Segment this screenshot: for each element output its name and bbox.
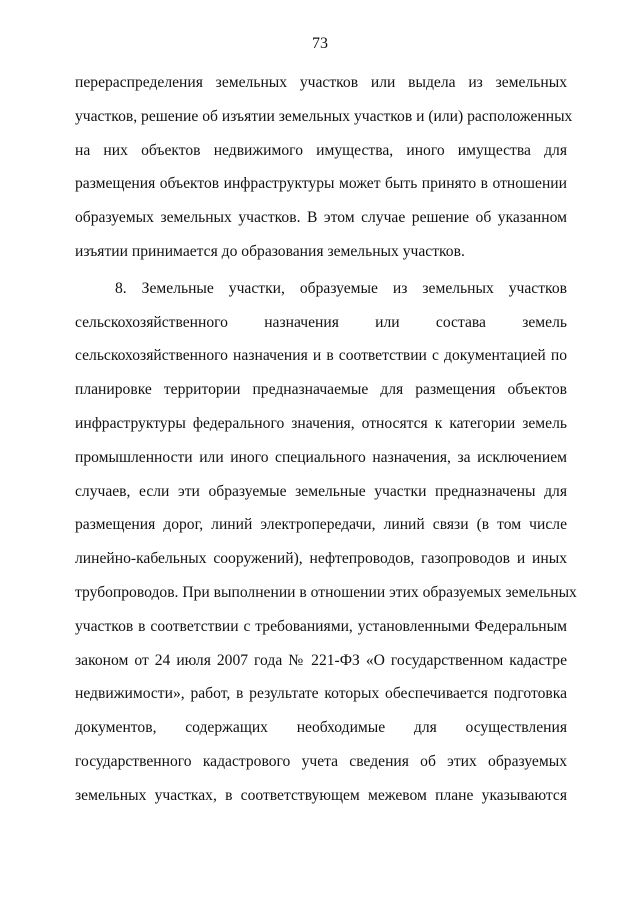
text-line: участков в соответствии с требованиями, установленными Федеральным xyxy=(75,617,567,635)
text-line: недвижимости», работ, в результате которых обеспечивается подготовка xyxy=(75,685,567,703)
text-line: изъятии принимается до образования земельных участков. xyxy=(75,242,465,260)
text-line: инфраструктуры федерального значения, относятся к категории земель xyxy=(75,414,567,432)
text-line: сельскохозяйственного назначения и в соответствии с документацией по xyxy=(75,347,567,365)
text-line: перераспределения земельных участков или выдела из земельных xyxy=(75,74,567,91)
text-line: земельных участках, в соответствующем межевом плане указываются xyxy=(75,786,567,804)
text-line: случаев, если эти образуемые земельные участки предназначены для xyxy=(75,482,567,500)
text-line: государственного кадастрового учета сведения об этих образуемых xyxy=(75,752,567,770)
text-line: размещения объектов инфраструктуры может быть принято в отношении xyxy=(75,175,567,193)
text-line: документов, содержащих необходимые для осуществления xyxy=(75,719,567,737)
paragraph-item-8 xyxy=(75,272,577,813)
text-line: промышленности или иного специального назначения, за исключением xyxy=(75,448,567,466)
text-line: образуемых земельных участков. В этом случае решение об указанном xyxy=(75,209,567,227)
text-line: участков, решение об изъятии земельных участков и (или) расположенных xyxy=(75,107,573,125)
text-line: сельскохозяйственного назначения или состава земель xyxy=(75,313,567,331)
text-line: законом от 24 июля 2007 года № 221-ФЗ «О государственном кадастре xyxy=(75,651,567,669)
page-number: 73 xyxy=(312,35,328,52)
text-line: на них объектов недвижимого имущества, иного имущества для xyxy=(75,141,567,159)
text-line: линейно-кабельных сооружений), нефтепроводов, газопроводов и иных xyxy=(75,550,567,568)
paragraph-continuation xyxy=(75,66,573,269)
text-line: размещения дорог, линий электропередачи, линий связи (в том числе xyxy=(75,516,567,534)
text-line: планировке территории предназначаемые для размещения объектов xyxy=(75,381,567,399)
document-body xyxy=(75,66,577,813)
text-line: трубопроводов. При выполнении в отношении этих образуемых земельных xyxy=(75,583,577,601)
text-line: 8. Земельные участки, образуемые из земельных участков xyxy=(115,279,567,297)
